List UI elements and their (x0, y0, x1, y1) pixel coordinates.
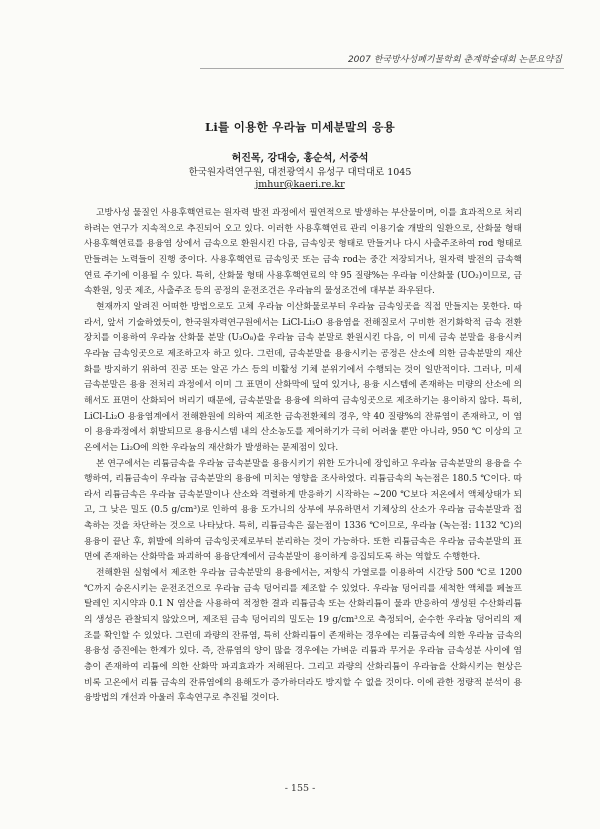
paragraph-4: 전해환원 실험에서 제조한 우라늄 금속분말의 용융에서는, 저항식 가열로를 이용하여 시간당 500 ℃로 1200 ℃까지 승온시키는 운전조건으로 우라늄 금속 덩어리를 제조할 수 있었다. 우라늄 덩어리를 세척한 액체를 페놀프탈레인 지시약과 0.1 N 염산을 사용하여 적정한 결과 리튬금속 또는 산화리튬이 물과 반응하여 생성된 수산화리튬의 생성은 관찰되지 않았으며, 제조된 금속 덩어리의 밀도는 19 g/cm³으로 측정되어, 순수한 우라늄 덩어리의 제조를 확인할 수 있었다. 그런데 과량의 잔류염, 특히 산화리튬이 존재하는 경우에는 리튬금속에 의한 우라늄 금속의 용융성 증진에는 한계가 있다. 즉, 잔류염의 양이 많을 경우에는 가벼운 리튬과 무거운 우라늄 금속성분 사이에 염층이 존재하여 리튬에 의한 산화막 파괴효과가 저해된다. 그리고 과량의 산화리튬이 우라늄을 산화시키는 현상은 비록 고온에서 리튬 금속의 잔류염에의 용해도가 증가하더라도 방지할 수 없을 것이다. 이에 관한 정량적 분석이 용융방법의 개선과 아울러 후속연구로 추진될 것이다. (84, 568, 522, 704)
running-header: 2007 한국방사성폐기물학회 춘계학술대회 논문요약집 (347, 55, 562, 65)
paragraph-1: 고방사성 물질인 사용후핵연료는 원자력 발전 과정에서 필연적으로 발생하는 부산물이며, 이를 효과적으로 처리하려는 연구가 지속적으로 추진되어 오고 있다. 이러한 사용후핵연료 관리 이용기술 개발의 일환으로, 산화물 형태 사용후핵연료를 용융염 상에서 금속으로 환원시킨 다음, 금속잉곳 형태로 만들거나 다시 사출주조하여 rod 형태로 만들려는 노력들이 진행 중이다. 사용후핵연료 금속잉곳 또는 금속 rod는 중간 저장되거나, 원자력 발전의 금속핵연료 주기에 이용될 수 있다. 특히, 산화물 형태 사용후핵연료의 약 95 질량%는 우라늄 이산화물 (UO₂)이므로, 금속환원, 잉곳 제조, 사출주조 등의 공정의 운전조건은 우라늄의 물성조건에 대부분 좌우된다. (84, 208, 522, 297)
header-rule (200, 68, 564, 69)
paragraph-2: 현재까지 알려진 어떠한 방법으로도 고체 우라늄 이산화물로부터 우라늄 금속잉곳을 직접 만들지는 못한다. 따라서, 앞서 기술하였듯이, 한국원자력연구원에서는 LiCl-Li₂O 용융염을 전해질로서 구비한 전기화학적 금속 전환 장치를 이용하여 우라늄 산화물 분말 (U₃O₈)을 우라늄 금속 분말로 환원시킨 다음, 이 미세 금속 분말을 용융시켜 우라늄 금속잉곳으로 제조하고자 하고 있다. 그런데, 금속분말을 용융시키는 공정은 산소에 의한 금속분말의 재산화를 방지하기 위하여 진공 또는 알곤 가스 등의 비활성 기체 분위기에서 수행되는 것이 일반적이다. 그러나, 미세 금속분말은 용융 전처리 과정에서 이미 그 표면이 산화막에 덮여 있거나, 용융 시스템에 존재하는 미량의 산소에 의해서도 표면이 산화되어 버리기 때문에, 금속분말을 용융에 의하여 금속잉곳으로 제조하기는 용이하지 않다. 특히, LiCl-Li₂O 용융염계에서 전해환원에 의하여 제조한 금속전환체의 경우, 약 40 질량%의 잔류염이 존재하고, 이 염이 용융과정에서 휘발되므로 용융시스템 내의 산소농도를 제어하기가 극히 어려울 뿐만 아니라, 950 ℃ 이상의 고온에서는 Li₂O에 의한 우라늄의 재산화가 발생하는 문제점이 있다. (84, 301, 522, 453)
author-list: 허진목, 강대승, 홍순석, 서중석 (231, 153, 369, 164)
affiliation: 한국원자력연구원, 대전광역시 유성구 대덕대로 1045 (188, 167, 412, 178)
paper-title: Li를 이용한 우라늄 미세분말의 응용 (205, 120, 395, 134)
email-line (0, 179, 600, 190)
page-number: - 155 - (284, 783, 316, 794)
body-text (84, 206, 522, 707)
paragraph-3: 본 연구에서는 리튬금속을 우라늄 금속분말을 용융시키기 위한 도가니에 장입하고 우라늄 금속분말의 용융을 수행하여, 리튬금속이 우라늄 금속분말의 용융에 미치는 영향을 조사하였다. 리튬금속의 녹는점은 180.5 ℃이다. 따라서 리튬금속은 우라늄 금속분말이나 산소와 격렬하게 반응하기 시작하는 ~200 ℃보다 저온에서 액체상태가 되고, 그 낮은 밀도 (0.5 g/cm³)로 인하여 용융 도가니의 상부에 부유하면서 기체상의 산소가 우라늄 금속분말과 접촉하는 것을 차단하는 것으로 나타났다. 특히, 리튬금속은 끓는점이 1336 ℃이므로, 우라늄 (녹는점: 1132 ℃)의 용융이 끝난 후, 휘발에 의하여 금속잉곳제로부터 분리하는 것이 가능하다. 또한 리튬금속은 우라늄 금속분말의 표면에 존재하는 산화막을 파괴하여 용융단계에서 금속분말이 용이하게 응집되도록 하는 역할도 수행한다. (84, 458, 522, 563)
email-link[interactable]: jmhur@kaeri.re.kr (255, 179, 345, 190)
